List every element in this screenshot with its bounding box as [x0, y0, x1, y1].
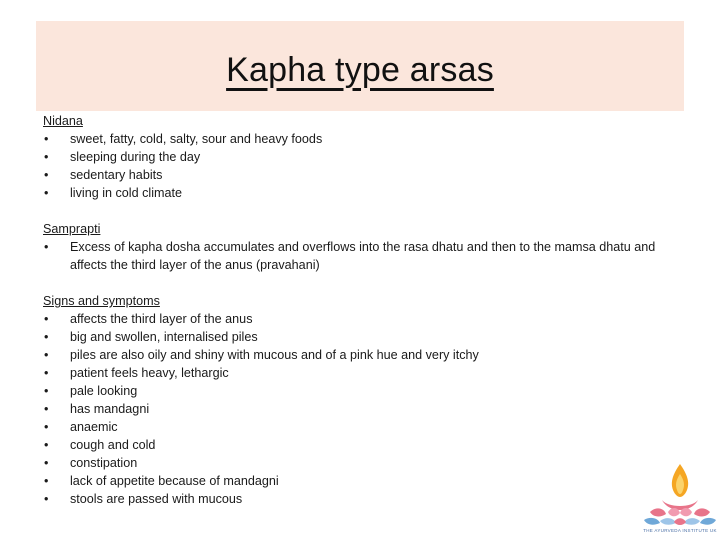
section-heading: Samprapti	[43, 222, 101, 236]
section-signs-and-symptoms	[43, 292, 683, 508]
list-item: • has mandagni	[43, 400, 683, 418]
list-item: • lack of appetite because of mandagni	[43, 472, 683, 490]
section-nidana	[43, 112, 683, 202]
list-item: • patient feels heavy, lethargic	[43, 364, 683, 382]
list-item: • big and swollen, internalised piles	[43, 328, 683, 346]
bullet-list	[43, 130, 683, 202]
list-item: • constipation	[43, 454, 683, 472]
bullet-list	[43, 238, 683, 274]
section-heading: Signs and symptoms	[43, 294, 160, 308]
list-item: • sleeping during the day	[43, 148, 683, 166]
section-heading: Nidana	[43, 114, 83, 128]
list-item: • sweet, fatty, cold, salty, sour and heavy foods	[43, 130, 683, 148]
list-item: • living in cold climate	[43, 184, 683, 202]
bullet-list	[43, 310, 683, 508]
list-item: • sedentary habits	[43, 166, 683, 184]
list-item: • piles are also oily and shiny with mucous and of a pink hue and very itchy	[43, 346, 683, 364]
slide-title: Kapha type arsas	[226, 50, 494, 89]
list-item: • affects the third layer of the anus	[43, 310, 683, 328]
list-item: • stools are passed with mucous	[43, 490, 683, 508]
section-samprapti	[43, 220, 683, 274]
list-item: • pale looking	[43, 382, 683, 400]
list-item: • anaemic	[43, 418, 683, 436]
list-item: • cough and cold	[43, 436, 683, 454]
logo-caption: THE AYURVEDA INSTITUTE UK	[643, 528, 717, 533]
list-item: • Excess of kapha dosha accumulates and overflows into the rasa dhatu and then to the mamsa dhatu and affects the third layer of the anus (pravahani)	[43, 238, 683, 274]
slide-content	[43, 112, 683, 508]
title-band	[36, 21, 684, 111]
